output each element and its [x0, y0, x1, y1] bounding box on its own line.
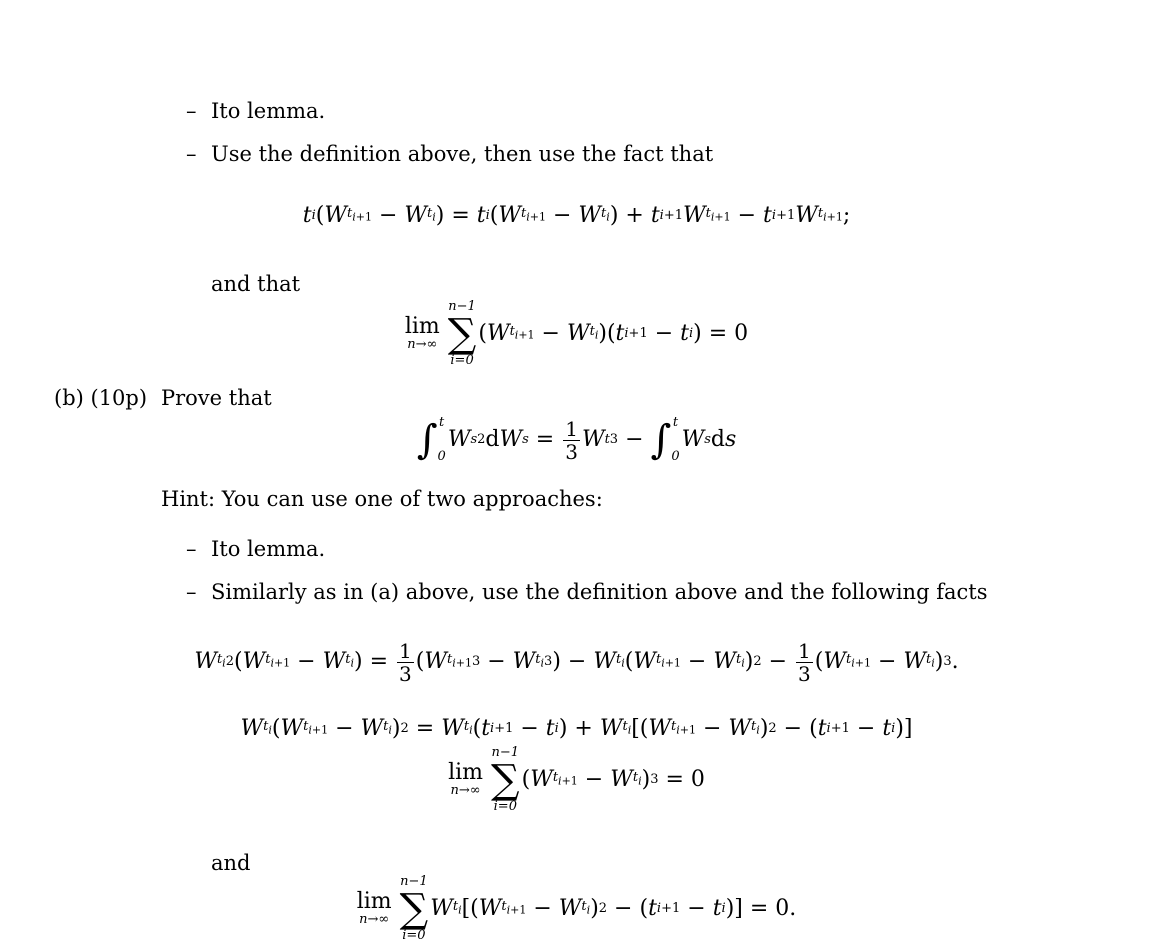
- bullet-dash: –: [186, 142, 197, 166]
- equation-5: W $t_i$ ( W $t_{i+1}$ − W $t_i$ ) 2 = W $t_i$ ( t i+1 − t i ) + W $t_i$ [( W $t_{i+1}$ − W $t_i$ ) 2 − ( t i+1 − t i )]: [240, 716, 913, 741]
- equation-1: t i ( W $t_{i+1}$ − W $t_i$ ) = t i ( W $t_{i+1}$ − W $t_i$ ) + t i+1 W $t_{i+1}$ − t i+1 W $t_{i+1}$ ;: [302, 203, 851, 228]
- bullet-dash: –: [186, 580, 197, 604]
- text-and-that: and that: [211, 272, 301, 296]
- equation-3: ∫ t 0 W s 2 d W s = $\frac{1}{3}$ W t 3 − ∫ t 0 W s d s: [416, 415, 737, 464]
- hint-text: Hint: You can use one of two approaches:: [161, 487, 603, 511]
- part-b-prompt: Prove that: [161, 386, 272, 410]
- text-and: and: [211, 851, 251, 875]
- bullet-dash: –: [186, 537, 197, 561]
- equation-6: lim n→∞ n−1 ∑ i=0 ( W $t_{i+1}$ − W $t_i$ ) 3 = 0: [448, 745, 705, 814]
- equation-7: lim n→∞ n−1 ∑ i=0 W $t_i$ [( W $t_{i+1}$ − W $t_i$ ) 2 − ( t i+1 − t i )] = 0.: [356, 874, 797, 943]
- equation-2: lim n→∞ n−1 ∑ i=0 ( W $t_{i+1}$ − W $t_i$ )( t i+1 − t i ) = 0: [404, 299, 749, 368]
- hint-item-definition: Use the definition above, then use the fact that: [211, 142, 714, 166]
- hint-item-similarly: Similarly as in (a) above, use the definition above and the following facts: [211, 580, 988, 604]
- hint-item-ito-lemma: Ito lemma.: [211, 99, 326, 123]
- bullet-dash: –: [186, 99, 197, 123]
- part-b-label: (b) (10p): [54, 386, 148, 410]
- hint-item-ito-lemma-b: Ito lemma.: [211, 537, 326, 561]
- equation-4: W $t_i$ 2 ( W $t_{i+1}$ − W $t_i$ ) = $\frac{1}{3}$ ( W $t_{i+1}$ 3 − W $t_i$ 3 ) − W $t_i$ ( W $t_{i+1}$ − W $t_i$ ) 2 − $\frac{1}{3}$ ( W $t_{i+1}$ − W $t_i$ ) 3 .: [194, 638, 959, 686]
